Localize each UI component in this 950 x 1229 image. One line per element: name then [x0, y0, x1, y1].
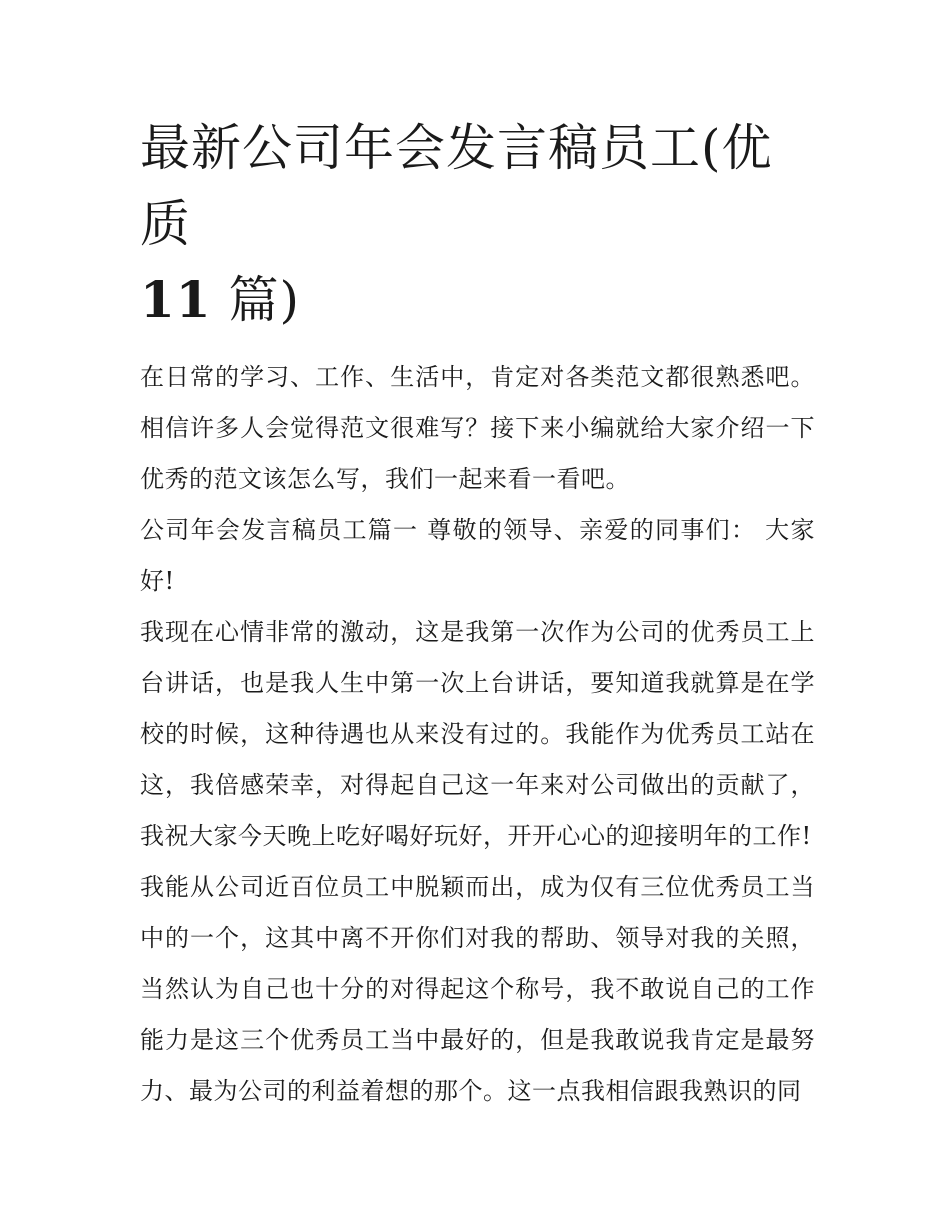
title-line-1: 最新公司年会发言稿员工(优质	[140, 119, 773, 253]
paragraph-intro: 在日常的学习、工作、生活中，肯定对各类范文都很熟悉吧。相信许多人会觉得范文很难写？接下来小编就给大家介绍一下优秀的范文该怎么写，我们一起来看一看吧。	[140, 363, 815, 493]
paragraph-speech-2: 我能从公司近百位员工中脱颖而出，成为仅有三位优秀员工当中的一个，这其中离不开你们对我的帮助、领导对我的关照，当然认为自己也十分的对得起这个称号，我不敢说自己的工作能力是这三个优秀员工当中最好的，但是我敢说我肯定是最努力、最为公司的利益着想的那个。这一点我相信跟我熟识的同	[140, 873, 815, 1105]
document-content	[140, 110, 815, 1117]
title-article-count: 11	[140, 270, 212, 329]
document-body	[140, 352, 815, 1117]
title-line-2-rest: 篇)	[228, 271, 301, 329]
document-title	[140, 110, 815, 338]
paragraph-greeting: 公司年会发言稿员工篇一 尊敬的领导、亲爱的同事们： 大家好!	[140, 516, 815, 595]
paragraph-speech-1: 我现在心情非常的激动，这是我第一次作为公司的优秀员工上台讲话，也是我人生中第一次上台讲话，要知道我就算是在学校的时候，这种待遇也从来没有过的。我能作为优秀员工站在这，我倍感荣幸，对得起自己这一年来对公司做出的贡献了，我祝大家今天晚上吃好喝好玩好，开开心心的迎接明年的工作!	[140, 618, 815, 850]
